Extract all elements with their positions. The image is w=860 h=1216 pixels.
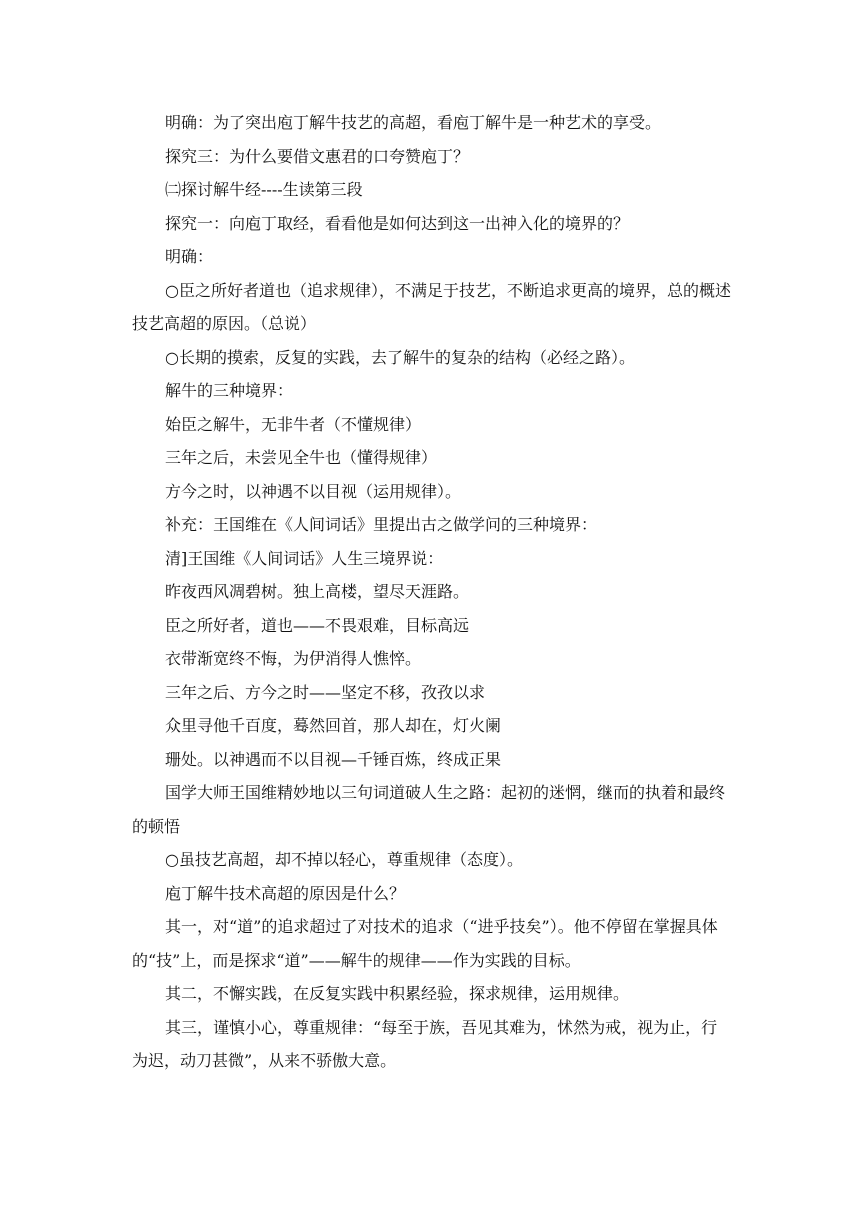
bullet-paragraph: ○臣之所好者道也（追求规律），不满足于技艺，不断追求更高的境界，总的概述技艺高超的原因。（总说）: [132, 280, 731, 333]
paragraph: 三年之后，未尝见全牛也（懂得规律）: [165, 448, 438, 467]
paragraph: 臣之所好者，道也——不畏艰难，目标高远: [165, 615, 470, 635]
paragraph: 探究一：向庖丁取经，看看他是如何达到这一出神入化的境界的？: [165, 213, 630, 233]
paragraph: 众里寻他千百度，蓦然回首，那人却在，灯火阑: [165, 716, 502, 735]
paragraph: 方今之时，以神遇不以目视（运用规律）。: [165, 481, 462, 501]
document-body: [132, 106, 732, 1078]
paragraph: 其一，对“道”的追求超过了对技术的追求（“进乎技矣”）。他不停留在掌握具体的“技”上，而是探求“道”——解牛的规律——作为实践的目标。: [132, 917, 718, 970]
paragraph: 庖丁解牛技术高超的原因是什么？: [165, 883, 406, 903]
paragraph: 衣带渐宽终不悔，为伊消得人憔悴。: [165, 649, 422, 668]
paragraph: 三年之后、方今之时——坚定不移，孜孜以求: [165, 682, 486, 702]
paragraph: 解牛的三种境界：: [165, 381, 294, 400]
paragraph: 其二，不懈实践，在反复实践中积累经验，探求规律，运用规律。: [165, 984, 630, 1003]
paragraph: 珊处。以神遇而不以目视—千锤百炼，终成正果: [165, 749, 502, 769]
bullet-paragraph: ○虽技艺高超，却不掉以轻心，尊重规律（态度）。: [165, 850, 523, 869]
paragraph: 其三，谨慎小心，尊重规律：“每至于族，吾见其难为，怵然为戒，视为止，行为迟，动刀甚微”，从来不骄傲大意。: [132, 1017, 718, 1070]
paragraph: 明确：: [165, 247, 214, 266]
paragraph: 探究三：为什么要借文惠君的口夸赞庖丁？: [165, 146, 470, 166]
paragraph: 国学大师王国维精妙地以三句词道破人生之路：起初的迷惘，继而的执着和最终的顿悟: [132, 783, 726, 836]
paragraph: 补充：王国维在《人间词话》里提出古之做学问的三种境界：: [165, 515, 598, 534]
paragraph: 清]王国维《人间词话》人生三境界说：: [165, 548, 444, 568]
paragraph: 昨夜西风凋碧树。独上高楼，望尽天涯路。: [165, 582, 470, 601]
paragraph: 明确：为了突出庖丁解牛技艺的高超，看庖丁解牛是一种艺术的享受。: [165, 113, 662, 132]
section-heading: ㈡探讨解牛经----生读第三段: [165, 180, 363, 199]
paragraph: 始臣之解牛，无非牛者（不懂规律）: [165, 414, 422, 434]
bullet-paragraph: ○长期的摸索，反复的实践，去了解牛的复杂的结构（必经之路）。: [165, 347, 635, 367]
